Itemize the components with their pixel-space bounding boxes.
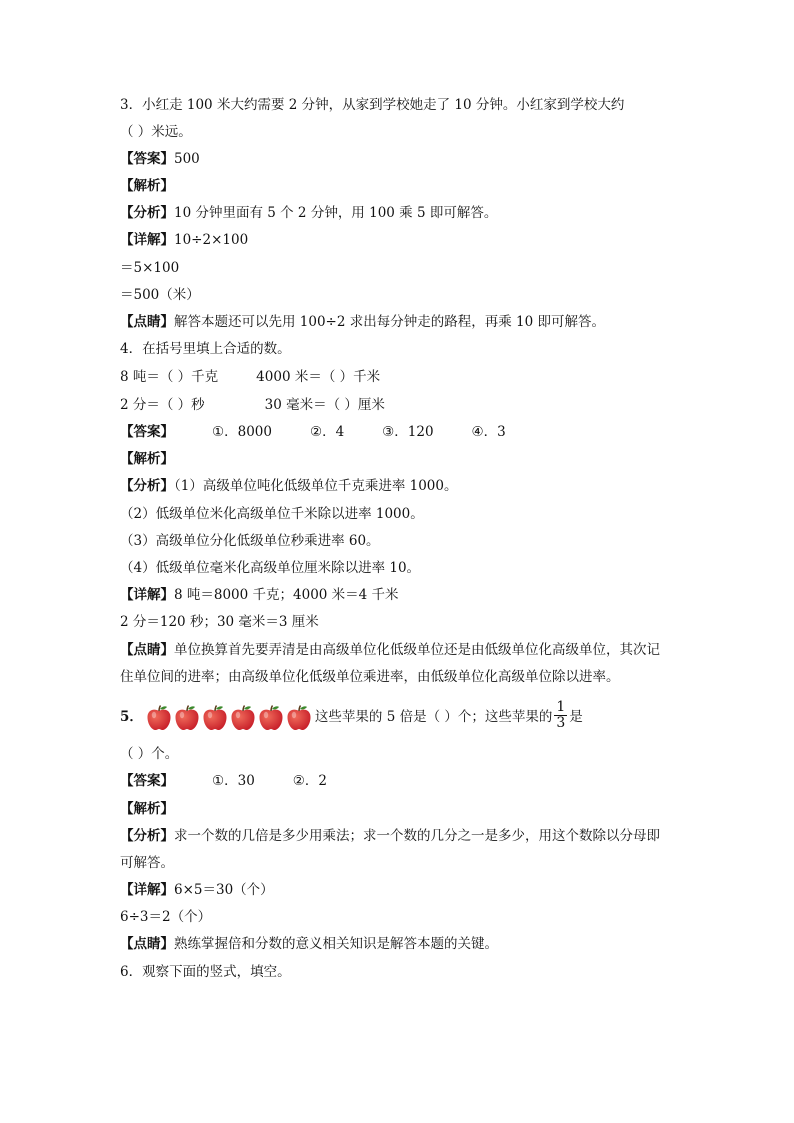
- q5-detail: [120, 880, 274, 900]
- tip-tag: 【点睛】: [120, 642, 174, 658]
- detail-text: 6×5＝30（个）: [174, 882, 274, 898]
- q4-blank-3: 2 分＝（ ）秒: [120, 397, 205, 413]
- q5-answer: [120, 771, 327, 791]
- apple-icon: [201, 704, 229, 732]
- q3-fenxi: [120, 203, 497, 223]
- fenxi-text: 10 分钟里面有 5 个 2 分钟，用 100 乘 5 即可解答。: [174, 205, 498, 221]
- q3-answer: [120, 149, 200, 169]
- fenxi-tag: 【分析】: [120, 828, 174, 844]
- fenxi-text: 求一个数的几倍是多少用乘法；求一个数的几分之一是多少，用这个数除以分母即: [174, 828, 660, 844]
- answer-item: ③．120: [382, 424, 434, 440]
- answer-item: ②．4: [309, 424, 345, 440]
- detail-tag: 【详解】: [120, 587, 174, 603]
- tip-tag: 【点睛】: [120, 314, 174, 330]
- q3-analysis-tag: [120, 176, 174, 196]
- q4-blank-4: 30 毫米＝（ ）厘米: [264, 397, 385, 413]
- fenxi-text: （1）高级单位吨化低级单位千克乘进率 1000。: [174, 478, 458, 494]
- q4-blank-2: 4000 米＝（ ）千米: [256, 369, 381, 385]
- q3-detail-step2: ＝5×100: [120, 260, 180, 276]
- q4-fenxi: [120, 476, 458, 496]
- q3-detail: [120, 230, 248, 250]
- answer-item: ④．3: [471, 424, 506, 440]
- detail-tag: 【详解】: [120, 232, 174, 248]
- apple-icon: [257, 704, 285, 732]
- q3-question-line2: （ ）米远。: [120, 124, 192, 140]
- q6-title: 6．观察下面的竖式，填空。: [120, 964, 291, 980]
- q5-fenxi-2: 可解答。: [120, 855, 174, 871]
- q5-question-line2: （ ）个。: [120, 746, 179, 762]
- q4-fenxi-4: （4）低级单位毫米化高级单位厘米除以进率 10。: [120, 560, 421, 576]
- q4-tip: [120, 640, 660, 660]
- apple-icon: [285, 704, 313, 732]
- q4-title: 4．在括号里填上合适的数。: [120, 341, 291, 357]
- q3-detail-step3: ＝500（米）: [120, 287, 200, 303]
- q5-question-line1: [120, 700, 583, 734]
- q4-blank-1: 8 吨＝（ ）千克: [120, 369, 219, 385]
- q4-detail-2: 2 分＝120 秒；30 毫米＝3 厘米: [120, 614, 319, 630]
- apple-icon: [145, 704, 173, 732]
- q5-analysis-tag: [120, 799, 174, 819]
- tip-tag: 【点睛】: [120, 936, 174, 952]
- apple-group: [145, 704, 313, 732]
- answer-tag: 【答案】: [120, 773, 174, 789]
- apple-icon: [229, 704, 257, 732]
- detail-text: 8 吨＝8000 千克；4000 米＝4 千米: [174, 587, 399, 603]
- detail-tag: 【详解】: [120, 882, 174, 898]
- analysis-tag: 【解析】: [120, 451, 174, 467]
- q5-text-b: 是: [569, 709, 583, 725]
- answer-tag: 【答案】: [120, 424, 174, 440]
- tip-text: 解答本题还可以先用 100÷2 求出每分钟走的路程，再乘 10 即可解答。: [174, 314, 606, 330]
- answer-tag: 【答案】: [120, 151, 174, 167]
- q4-fenxi-3: （3）高级单位分化低级单位秒乘进率 60。: [120, 533, 380, 549]
- q5-fenxi: [120, 826, 660, 846]
- q3-tip: [120, 312, 605, 332]
- q5-number: 5．: [120, 709, 143, 725]
- q5-text-a: 这些苹果的 5 倍是（ ）个；这些苹果的: [314, 709, 553, 725]
- analysis-tag: 【解析】: [120, 178, 174, 194]
- q3-question-line1: 3．小红走 100 米大约需要 2 分钟，从家到学校她走了 10 分钟。小红家到学校大约: [120, 97, 625, 113]
- answer-item: ②．2: [292, 773, 327, 789]
- q4-detail: [120, 585, 399, 605]
- fenxi-tag: 【分析】: [120, 478, 174, 494]
- q5-tip: [120, 934, 498, 954]
- apple-icon: [173, 704, 201, 732]
- answer-item: ①．30: [212, 773, 255, 789]
- answer-item: ①．8000: [212, 424, 272, 440]
- q4-row2: [120, 395, 385, 415]
- tip-text: 熟练掌握倍和分数的意义相关知识是解答本题的关键。: [174, 936, 498, 952]
- q4-fenxi-2: （2）低级单位米化高级单位千米除以进率 1000。: [120, 506, 424, 522]
- q4-tip-2: 住单位间的进率；由高级单位化低级单位乘进率，由低级单位化高级单位除以进率。: [120, 669, 620, 685]
- fraction-one-third: [554, 700, 567, 731]
- detail-text: 10÷2×100: [174, 232, 249, 248]
- q4-analysis-tag: [120, 449, 174, 469]
- q4-answer: [120, 422, 506, 442]
- q5-detail-2: 6÷3＝2（个）: [120, 909, 212, 925]
- tip-text: 单位换算首先要弄清是由高级单位化低级单位还是由低级单位化高级单位，其次记: [174, 642, 660, 658]
- answer-value: 500: [174, 151, 200, 167]
- fraction-denominator: 3: [556, 715, 566, 731]
- fraction-numerator: 1: [556, 699, 566, 715]
- fenxi-tag: 【分析】: [120, 205, 174, 221]
- q4-row1: [120, 367, 380, 387]
- analysis-tag: 【解析】: [120, 801, 174, 817]
